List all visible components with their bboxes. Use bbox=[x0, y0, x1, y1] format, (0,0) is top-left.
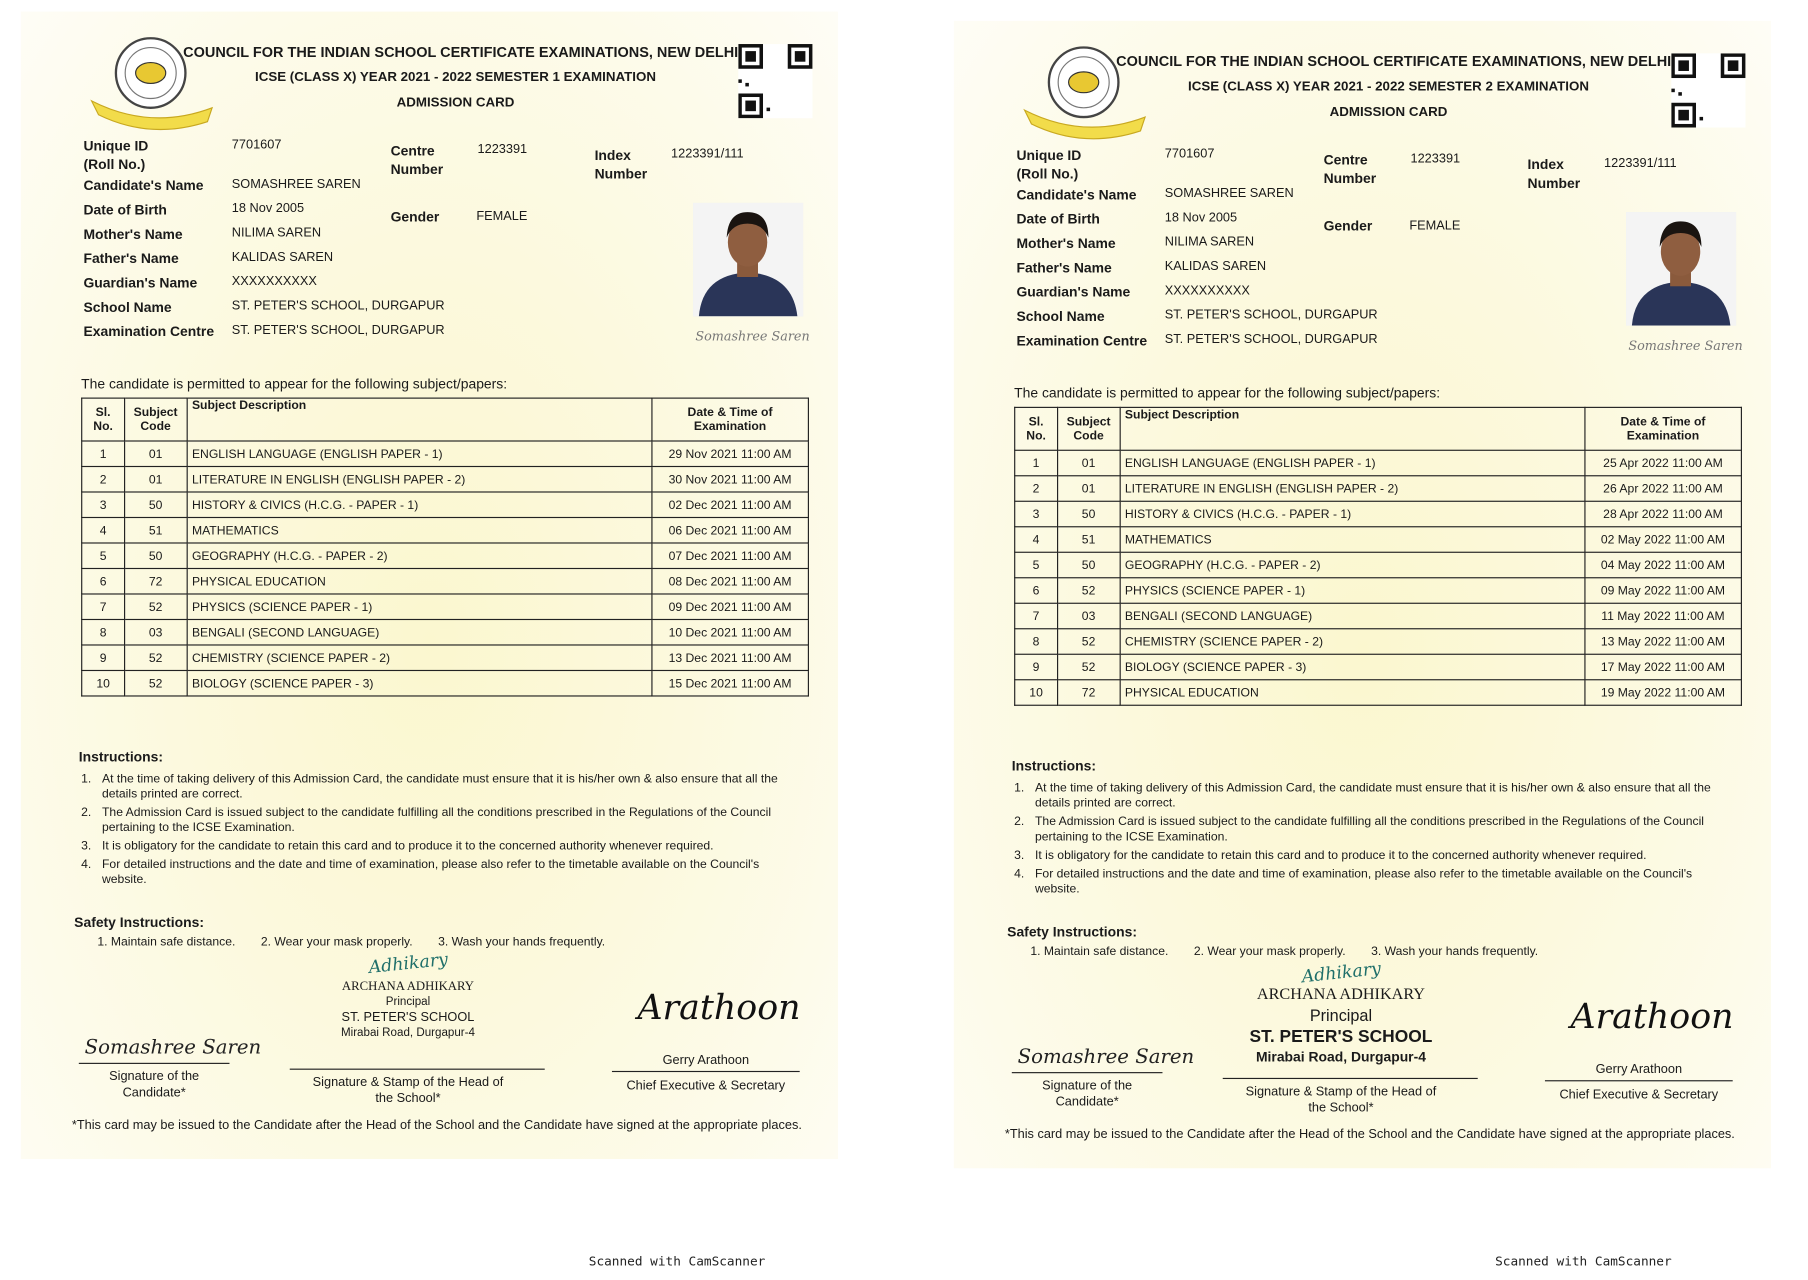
centre-number-label: Centre Number bbox=[390, 142, 444, 178]
scanner-watermark: Scanned with CamScanner bbox=[1495, 1254, 1672, 1270]
guardian-label: Guardian's Name bbox=[1016, 283, 1131, 301]
subject-description: MATHEMATICS bbox=[1120, 527, 1585, 552]
instruction-number: 1. bbox=[1014, 781, 1025, 796]
guardian-label: Guardian's Name bbox=[83, 274, 198, 291]
table-row bbox=[1015, 552, 1742, 577]
school-value: ST. PETER'S SCHOOL, DURGAPUR bbox=[1164, 308, 1378, 323]
serial-number: 2 bbox=[82, 466, 125, 491]
gender-value: FEMALE bbox=[476, 209, 528, 224]
subject-description: LITERATURE IN ENGLISH (ENGLISH PAPER - 2) bbox=[1120, 476, 1585, 501]
subject-code: 52 bbox=[1057, 629, 1119, 654]
subject-description: BENGALI (SECOND LANGUAGE) bbox=[187, 619, 652, 644]
gender-label: Gender bbox=[390, 208, 440, 225]
candidate-photo-signature: Somashree Saren bbox=[695, 329, 810, 345]
stamp-role: Principal bbox=[1309, 1006, 1373, 1025]
candidate-signature-caption: Signature of the Candidate* bbox=[109, 1069, 200, 1100]
instruction-item bbox=[1014, 848, 1721, 863]
permitted-statement: The candidate is permitted to appear for the following subject/papers: bbox=[81, 375, 508, 392]
table-header-row bbox=[1015, 407, 1742, 450]
subject-description: BIOLOGY (SCIENCE PAPER - 3) bbox=[187, 670, 652, 695]
safety-item: 3. Wash your hands frequently. bbox=[1371, 944, 1539, 959]
uid-label: Unique ID (Roll No.) bbox=[83, 137, 149, 173]
instructions-heading: Instructions: bbox=[78, 748, 164, 765]
admission-card-title: ADMISSION CARD bbox=[1329, 105, 1448, 120]
instruction-text: For detailed instructions and the date and time of examination, please also refer to the timetable available on the Council's website. bbox=[101, 857, 760, 887]
serial-number: 5 bbox=[82, 543, 125, 568]
head-signature-line bbox=[290, 1069, 545, 1070]
table-row bbox=[1015, 501, 1742, 526]
serial-number: 3 bbox=[1015, 501, 1058, 526]
instructions-list bbox=[1014, 781, 1721, 900]
safety-item: 1. Maintain safe distance. bbox=[1030, 944, 1169, 959]
table-row bbox=[1015, 629, 1742, 654]
serial-number: 10 bbox=[82, 670, 125, 695]
name-label: Candidate's Name bbox=[1016, 186, 1137, 203]
instruction-item bbox=[81, 806, 788, 836]
serial-number: 5 bbox=[1015, 552, 1058, 577]
safety-list bbox=[97, 935, 605, 949]
column-header: Subject Description bbox=[1120, 407, 1585, 450]
serial-number: 3 bbox=[82, 492, 125, 517]
subject-description: PHYSICS (SCIENCE PAPER - 1) bbox=[187, 594, 652, 619]
subject-description: MATHEMATICS bbox=[187, 517, 652, 542]
exam-datetime: 26 Apr 2022 11:00 AM bbox=[1585, 476, 1742, 501]
chief-title: Chief Executive & Secretary bbox=[1559, 1088, 1719, 1103]
exam-datetime: 17 May 2022 11:00 AM bbox=[1585, 654, 1742, 679]
exam-datetime: 25 Apr 2022 11:00 AM bbox=[1585, 450, 1742, 475]
table-header-row bbox=[82, 398, 809, 441]
admission-card-semester-1 bbox=[21, 12, 838, 1159]
uid-value: 7701607 bbox=[1164, 147, 1215, 162]
instruction-number: 3. bbox=[1014, 848, 1025, 863]
qr-code bbox=[738, 44, 812, 118]
centre_name-value: ST. PETER'S SCHOOL, DURGAPUR bbox=[1164, 332, 1378, 347]
table-row bbox=[1015, 654, 1742, 679]
centre-number-label: Centre Number bbox=[1323, 151, 1377, 187]
serial-number: 4 bbox=[1015, 527, 1058, 552]
index-number-label: Index Number bbox=[1527, 156, 1581, 192]
subject-description: CHEMISTRY (SCIENCE PAPER - 2) bbox=[1120, 629, 1585, 654]
column-header: Sl. No. bbox=[82, 398, 125, 441]
table-row bbox=[82, 645, 809, 670]
safety-heading: Safety Instructions: bbox=[1007, 923, 1138, 940]
chief-signature: Arathoon bbox=[637, 987, 801, 1029]
father-value: KALIDAS SAREN bbox=[231, 250, 334, 265]
subject-description: PHYSICAL EDUCATION bbox=[1120, 680, 1585, 705]
footnote: *This card may be issued to the Candidate after the Head of the School and the Candidate have signed at the appropriate places. bbox=[1004, 1127, 1735, 1142]
subject-description: LITERATURE IN ENGLISH (ENGLISH PAPER - 2) bbox=[187, 466, 652, 491]
chief-signature-line bbox=[1545, 1080, 1733, 1081]
exam-datetime: 28 Apr 2022 11:00 AM bbox=[1585, 501, 1742, 526]
centre-number-value: 1223391 bbox=[1410, 151, 1461, 166]
uid-value: 7701607 bbox=[231, 137, 282, 152]
stamp-address: Mirabai Road, Durgapur-4 bbox=[1255, 1048, 1426, 1066]
subject-code: 52 bbox=[124, 670, 186, 695]
subject-description: GEOGRAPHY (H.C.G. - PAPER - 2) bbox=[1120, 552, 1585, 577]
subject-code: 50 bbox=[124, 543, 186, 568]
stamp-name: ARCHANA ADHIKARY bbox=[341, 979, 475, 994]
serial-number: 6 bbox=[1015, 578, 1058, 603]
exam-datetime: 10 Dec 2021 11:00 AM bbox=[652, 619, 809, 644]
stamp-address: Mirabai Road, Durgapur-4 bbox=[340, 1026, 475, 1040]
candidate-photo bbox=[693, 203, 803, 317]
subject-code: 01 bbox=[124, 441, 186, 466]
centre_name-label: Examination Centre bbox=[83, 323, 215, 340]
council-title: COUNCIL FOR THE INDIAN SCHOOL CERTIFICATE EXAMINATIONS, NEW DELHI bbox=[183, 44, 739, 61]
column-header: Subject Code bbox=[1057, 407, 1119, 450]
subject-description: HISTORY & CIVICS (H.C.G. - PAPER - 1) bbox=[187, 492, 652, 517]
principal-initials-signature: Adhikary bbox=[367, 948, 449, 978]
subject-description: PHYSICS (SCIENCE PAPER - 1) bbox=[1120, 578, 1585, 603]
exam-datetime: 29 Nov 2021 11:00 AM bbox=[652, 441, 809, 466]
mother-value: NILIMA SAREN bbox=[231, 226, 322, 240]
gender-value: FEMALE bbox=[1409, 219, 1461, 233]
subject-description: PHYSICAL EDUCATION bbox=[187, 568, 652, 593]
chief-title: Chief Executive & Secretary bbox=[626, 1079, 786, 1093]
subject-description: BIOLOGY (SCIENCE PAPER - 3) bbox=[1120, 654, 1585, 679]
subject-code: 50 bbox=[1057, 552, 1119, 577]
instruction-text: At the time of taking delivery of this Admission Card, the candidate must ensure that it is his/her own & also ensure that all the details printed are correct. bbox=[101, 771, 778, 801]
table-row bbox=[82, 594, 809, 619]
subjects-table bbox=[81, 398, 809, 697]
exam-datetime: 11 May 2022 11:00 AM bbox=[1585, 603, 1742, 628]
stamp-name: ARCHANA ADHIKARY bbox=[1256, 986, 1426, 1004]
name-value: SOMASHREE SAREN bbox=[231, 177, 361, 192]
subject-code: 52 bbox=[1057, 654, 1119, 679]
guardian-value: XXXXXXXXXX bbox=[231, 274, 317, 289]
subject-code: 52 bbox=[1057, 578, 1119, 603]
chief-signature-line bbox=[612, 1071, 800, 1072]
index-number-value: 1223391/111 bbox=[671, 147, 744, 162]
instruction-text: At the time of taking delivery of this Admission Card, the candidate must ensure that it is his/her own & also ensure that all the details printed are correct. bbox=[1034, 781, 1711, 811]
instruction-item bbox=[1014, 815, 1721, 845]
instruction-item bbox=[81, 772, 788, 802]
subjects-table bbox=[1014, 407, 1742, 706]
instruction-text: It is obligatory for the candidate to retain this card and to produce it to the concerned authority whenever required. bbox=[101, 839, 714, 854]
instruction-number: 2. bbox=[81, 805, 92, 820]
exam-datetime: 13 May 2022 11:00 AM bbox=[1585, 629, 1742, 654]
exam-datetime: 06 Dec 2021 11:00 AM bbox=[652, 517, 809, 542]
candidate-signature-caption: Signature of the Candidate* bbox=[1042, 1079, 1133, 1110]
table-row bbox=[82, 466, 809, 491]
exam-datetime: 08 Dec 2021 11:00 AM bbox=[652, 568, 809, 593]
instruction-text: The Admission Card is issued subject to the candidate fulfilling all the conditions prescribed in the Regulations of the Council pertaining to the ICSE Examination. bbox=[101, 805, 772, 835]
exam-datetime: 19 May 2022 11:00 AM bbox=[1585, 680, 1742, 705]
exam-datetime: 15 Dec 2021 11:00 AM bbox=[652, 670, 809, 695]
subject-code: 03 bbox=[124, 619, 186, 644]
mother-value: NILIMA SAREN bbox=[1164, 235, 1255, 250]
candidate-photo-signature: Somashree Saren bbox=[1628, 338, 1743, 354]
uid-label: Unique ID (Roll No.) bbox=[1016, 147, 1082, 182]
father-value: KALIDAS SAREN bbox=[1164, 259, 1267, 274]
exam-title: ICSE (CLASS X) YEAR 2021 - 2022 SEMESTER 1 EXAMINATION bbox=[254, 70, 656, 85]
serial-number: 9 bbox=[1015, 654, 1058, 679]
centre-number-value: 1223391 bbox=[477, 142, 528, 157]
table-row bbox=[1015, 450, 1742, 475]
index-number-label: Index Number bbox=[594, 147, 648, 182]
name-value: SOMASHREE SAREN bbox=[1164, 186, 1294, 201]
instruction-text: The Admission Card is issued subject to the candidate fulfilling all the conditions prescribed in the Regulations of the Council pertaining to the ICSE Examination. bbox=[1034, 814, 1705, 844]
footnote: *This card may be issued to the Candidate after the Head of the School and the Candidate have signed at the appropriate places. bbox=[71, 1118, 802, 1133]
admission-card-semester-2 bbox=[954, 21, 1771, 1168]
serial-number: 2 bbox=[1015, 476, 1058, 501]
head-signature-caption: Signature & Stamp of the Head of the School* bbox=[1245, 1084, 1437, 1115]
chief-name: Gerry Arathoon bbox=[662, 1053, 750, 1068]
head-signature-caption: Signature & Stamp of the Head of the School* bbox=[312, 1075, 504, 1106]
table-row bbox=[82, 543, 809, 568]
exam-title: ICSE (CLASS X) YEAR 2021 - 2022 SEMESTER 2 EXAMINATION bbox=[1187, 79, 1589, 94]
instruction-text: It is obligatory for the candidate to retain this card and to produce it to the concerned authority whenever required. bbox=[1034, 848, 1647, 863]
instruction-item bbox=[1014, 867, 1721, 897]
subject-code: 52 bbox=[124, 645, 186, 670]
instruction-item bbox=[81, 858, 788, 888]
subject-description: CHEMISTRY (SCIENCE PAPER - 2) bbox=[187, 645, 652, 670]
subject-code: 01 bbox=[1057, 450, 1119, 475]
mother-label: Mother's Name bbox=[1016, 235, 1116, 252]
column-header: Subject Description bbox=[187, 398, 652, 441]
subject-code: 51 bbox=[124, 517, 186, 542]
council-title: COUNCIL FOR THE INDIAN SCHOOL CERTIFICATE EXAMINATIONS, NEW DELHI bbox=[1116, 53, 1672, 70]
father-label: Father's Name bbox=[83, 250, 179, 267]
school-value: ST. PETER'S SCHOOL, DURGAPUR bbox=[231, 299, 445, 313]
table-row bbox=[82, 619, 809, 644]
father-label: Father's Name bbox=[1016, 259, 1112, 276]
subject-description: HISTORY & CIVICS (H.C.G. - PAPER - 1) bbox=[1120, 501, 1585, 526]
table-row bbox=[82, 517, 809, 542]
subject-code: 03 bbox=[1057, 603, 1119, 628]
candidate-signature-line bbox=[1012, 1072, 1163, 1073]
subject-code: 72 bbox=[1057, 680, 1119, 705]
guardian-value: XXXXXXXXXX bbox=[1164, 283, 1250, 298]
centre_name-label: Examination Centre bbox=[1016, 332, 1148, 349]
instruction-number: 4. bbox=[81, 857, 92, 872]
instruction-number: 4. bbox=[1014, 866, 1025, 881]
principal-initials-signature: Adhikary bbox=[1300, 957, 1382, 987]
subject-code: 52 bbox=[124, 594, 186, 619]
stamp-school: ST. PETER'S SCHOOL bbox=[341, 1010, 475, 1025]
instruction-number: 3. bbox=[81, 839, 92, 854]
instruction-text: For detailed instructions and the date and time of examination, please also refer to the timetable available on the Council's website. bbox=[1034, 866, 1693, 896]
safety-item: 2. Wear your mask properly. bbox=[1193, 944, 1346, 959]
admission-card-title: ADMISSION CARD bbox=[396, 96, 515, 111]
table-row bbox=[82, 568, 809, 593]
name-label: Candidate's Name bbox=[83, 177, 204, 194]
stamp-role: Principal bbox=[385, 995, 431, 1009]
candidate-signature-line bbox=[79, 1063, 230, 1064]
safety-item: 2. Wear your mask properly. bbox=[260, 935, 413, 950]
table-row bbox=[1015, 578, 1742, 603]
instruction-number: 2. bbox=[1014, 814, 1025, 829]
column-header: Subject Code bbox=[124, 398, 186, 441]
permitted-statement: The candidate is permitted to appear for the following subject/papers: bbox=[1014, 384, 1441, 402]
candidate-signature: Somashree Saren bbox=[1017, 1045, 1195, 1069]
safety-item: 3. Wash your hands frequently. bbox=[438, 935, 606, 950]
column-header: Date & Time of Examination bbox=[1585, 407, 1742, 450]
mother-label: Mother's Name bbox=[83, 226, 183, 243]
school-label: School Name bbox=[1016, 308, 1105, 325]
dob-value: 18 Nov 2005 bbox=[231, 201, 305, 216]
column-header: Date & Time of Examination bbox=[652, 398, 809, 441]
instruction-item bbox=[1014, 781, 1721, 811]
dob-label: Date of Birth bbox=[1016, 210, 1100, 228]
subject-description: ENGLISH LANGUAGE (ENGLISH PAPER - 1) bbox=[187, 441, 652, 466]
instructions-list bbox=[81, 772, 788, 891]
serial-number: 7 bbox=[82, 594, 125, 619]
chief-signature: Arathoon bbox=[1570, 996, 1734, 1038]
subject-description: ENGLISH LANGUAGE (ENGLISH PAPER - 1) bbox=[1120, 450, 1585, 475]
index-number-value: 1223391/111 bbox=[1604, 156, 1677, 171]
safety-item: 1. Maintain safe distance. bbox=[97, 935, 236, 950]
column-header: Sl. No. bbox=[1015, 407, 1058, 450]
serial-number: 6 bbox=[82, 568, 125, 593]
exam-datetime: 13 Dec 2021 11:00 AM bbox=[652, 645, 809, 670]
candidate-photo bbox=[1626, 212, 1736, 326]
safety-heading: Safety Instructions: bbox=[74, 914, 205, 931]
subject-code: 01 bbox=[124, 466, 186, 491]
chief-name: Gerry Arathoon bbox=[1595, 1062, 1683, 1077]
instruction-number: 1. bbox=[81, 771, 92, 786]
head-signature-line bbox=[1223, 1078, 1478, 1079]
serial-number: 10 bbox=[1015, 680, 1058, 705]
serial-number: 1 bbox=[82, 441, 125, 466]
subject-code: 51 bbox=[1057, 527, 1119, 552]
serial-number: 7 bbox=[1015, 603, 1058, 628]
candidate-signature: Somashree Saren bbox=[84, 1036, 262, 1060]
exam-datetime: 02 Dec 2021 11:00 AM bbox=[652, 492, 809, 517]
exam-datetime: 09 May 2022 11:00 AM bbox=[1585, 578, 1742, 603]
subject-code: 01 bbox=[1057, 476, 1119, 501]
subject-description: BENGALI (SECOND LANGUAGE) bbox=[1120, 603, 1585, 628]
safety-list bbox=[1030, 945, 1538, 959]
table-row bbox=[82, 492, 809, 517]
instruction-item bbox=[81, 839, 788, 854]
exam-datetime: 02 May 2022 11:00 AM bbox=[1585, 527, 1742, 552]
serial-number: 8 bbox=[82, 619, 125, 644]
table-row bbox=[1015, 476, 1742, 501]
instructions-heading: Instructions: bbox=[1011, 757, 1097, 775]
serial-number: 1 bbox=[1015, 450, 1058, 475]
subject-description: GEOGRAPHY (H.C.G. - PAPER - 2) bbox=[187, 543, 652, 568]
serial-number: 4 bbox=[82, 517, 125, 542]
gender-label: Gender bbox=[1323, 217, 1373, 235]
table-row bbox=[1015, 603, 1742, 628]
scanner-watermark: Scanned with CamScanner bbox=[588, 1254, 766, 1270]
table-row bbox=[1015, 527, 1742, 552]
dob-value: 18 Nov 2005 bbox=[1164, 210, 1238, 225]
exam-datetime: 04 May 2022 11:00 AM bbox=[1585, 552, 1742, 577]
exam-datetime: 09 Dec 2021 11:00 AM bbox=[652, 594, 809, 619]
table-row bbox=[82, 670, 809, 695]
subject-code: 50 bbox=[124, 492, 186, 517]
exam-datetime: 30 Nov 2021 11:00 AM bbox=[652, 466, 809, 491]
table-row bbox=[1015, 680, 1742, 705]
centre_name-value: ST. PETER'S SCHOOL, DURGAPUR bbox=[231, 323, 445, 338]
qr-code bbox=[1671, 53, 1745, 127]
serial-number: 8 bbox=[1015, 629, 1058, 654]
dob-label: Date of Birth bbox=[83, 201, 167, 218]
stamp-school: ST. PETER'S SCHOOL bbox=[1249, 1026, 1433, 1047]
school-label: School Name bbox=[83, 299, 172, 316]
subject-code: 50 bbox=[1057, 501, 1119, 526]
exam-datetime: 07 Dec 2021 11:00 AM bbox=[652, 543, 809, 568]
table-row bbox=[82, 441, 809, 466]
subject-code: 72 bbox=[124, 568, 186, 593]
serial-number: 9 bbox=[82, 645, 125, 670]
